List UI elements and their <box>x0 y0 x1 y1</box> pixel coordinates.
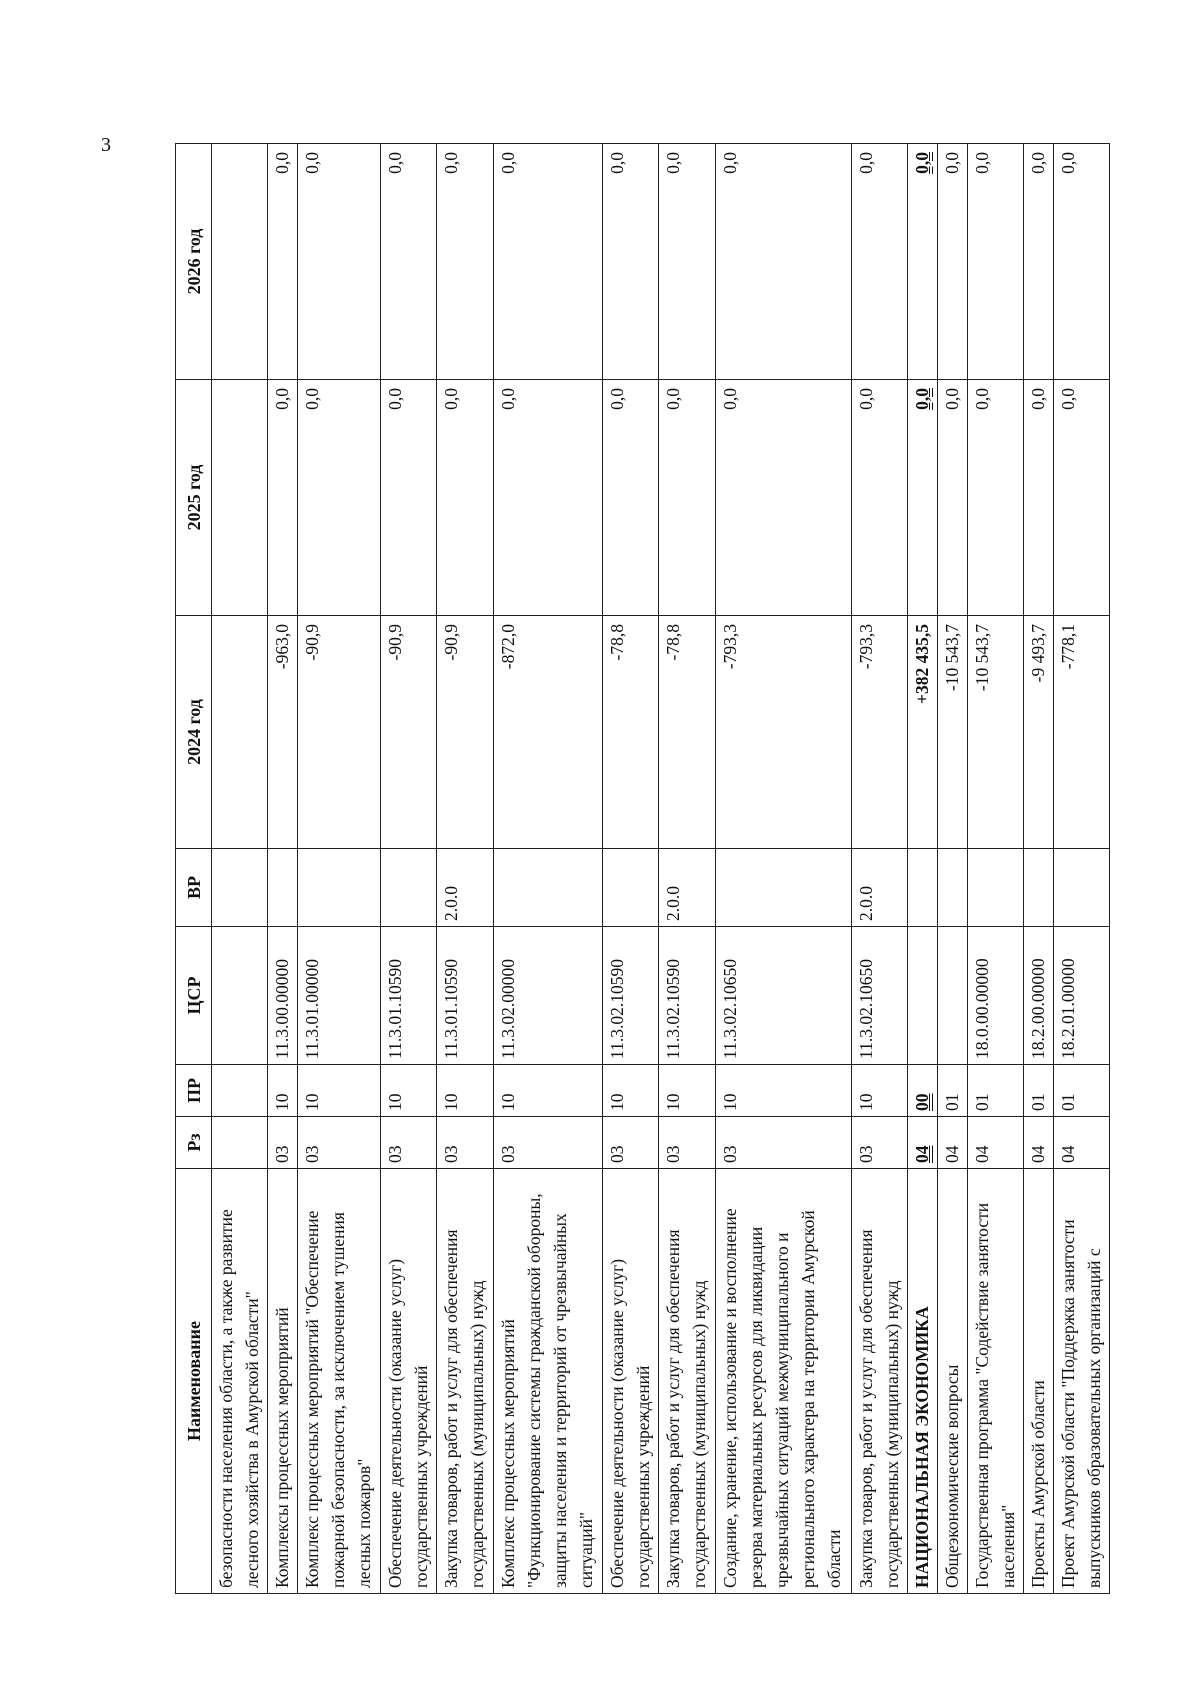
cell-vr <box>715 849 851 927</box>
cell-rz: 03 <box>268 1117 298 1169</box>
cell-csr: 11.3.02.00000 <box>493 927 603 1065</box>
cell-name: Комплексы процессных мероприятий <box>268 1169 298 1594</box>
cell-2024: -10 543,7 <box>937 616 967 849</box>
cell-pr: 10 <box>298 1065 381 1117</box>
cell-name: Государственная программа "Содействие занятости населения" <box>967 1169 1023 1594</box>
table-row <box>851 144 907 1594</box>
cell-name: Обеспечение деятельности (оказание услуг) государственных учреждений <box>380 1169 436 1594</box>
cell-vr <box>603 849 659 927</box>
cell-vr: 2.0.0 <box>659 849 715 927</box>
cell-rz <box>212 1117 268 1169</box>
cell-2024: -963,0 <box>268 616 298 849</box>
header-2024: 2024 год <box>176 616 212 849</box>
cell-2026 <box>212 144 268 380</box>
cell-name: Закупка товаров, работ и услуг для обеспечения государственных (муниципальных) нужд <box>851 1169 907 1594</box>
cell-csr <box>212 927 268 1065</box>
cell-rz: 04 <box>967 1117 1023 1169</box>
cell-name: Обеспечение деятельности (оказание услуг) государственных учреждений <box>603 1169 659 1594</box>
budget-table-rotated <box>175 144 1110 1594</box>
cell-2024 <box>212 616 268 849</box>
cell-2024: +382 435,5 <box>908 616 938 849</box>
cell-pr: 10 <box>715 1065 851 1117</box>
cell-pr: 01 <box>1023 1065 1053 1117</box>
table-row <box>268 144 298 1594</box>
cell-vr <box>298 849 381 927</box>
cell-pr: 10 <box>493 1065 603 1117</box>
cell-pr <box>212 1065 268 1117</box>
page-number: 3 <box>101 134 111 156</box>
cell-vr <box>967 849 1023 927</box>
cell-csr: 18.2.01.00000 <box>1053 927 1109 1065</box>
cell-2024: -793,3 <box>715 616 851 849</box>
cell-vr <box>493 849 603 927</box>
cell-name: Общеэкономические вопросы <box>937 1169 967 1594</box>
cell-name: Закупка товаров, работ и услуг для обеспечения государственных (муниципальных) нужд <box>659 1169 715 1594</box>
cell-csr: 11.3.01.10590 <box>380 927 436 1065</box>
cell-csr: 11.3.01.00000 <box>298 927 381 1065</box>
cell-name: Закупка товаров, работ и услуг для обеспечения государственных (муниципальных) нужд <box>437 1169 493 1594</box>
cell-name: Комплекс процессных мероприятий "Обеспечение пожарной безопасности, за исключением тушения лесных пожаров" <box>298 1169 381 1594</box>
cell-csr: 11.3.02.10650 <box>715 927 851 1065</box>
header-rz: Рз <box>176 1117 212 1169</box>
cell-2024: -90,9 <box>380 616 436 849</box>
cell-2026: 0,0 <box>493 144 603 380</box>
header-2026: 2026 год <box>176 144 212 380</box>
cell-2026: 0,0 <box>1023 144 1053 380</box>
cell-pr: 01 <box>1053 1065 1109 1117</box>
cell-2026: 0,0 <box>967 144 1023 380</box>
header-2025: 2025 год <box>176 380 212 616</box>
cell-2025: 0,0 <box>715 380 851 616</box>
cell-name: Проект Амурской области "Поддержка занятости выпускников образовательных организаций с <box>1053 1169 1109 1594</box>
cell-csr <box>908 927 938 1065</box>
cell-csr <box>937 927 967 1065</box>
cell-csr: 11.3.02.10650 <box>851 927 907 1065</box>
cell-2026: 0,0 <box>603 144 659 380</box>
cell-2025: 0,0 <box>908 380 938 616</box>
cell-rz: 04 <box>1053 1117 1109 1169</box>
cell-vr <box>212 849 268 927</box>
cell-2024: -78,8 <box>659 616 715 849</box>
table-row <box>298 144 381 1594</box>
cell-rz: 03 <box>493 1117 603 1169</box>
cell-vr: 2.0.0 <box>437 849 493 927</box>
table-row <box>937 144 967 1594</box>
cell-csr: 18.0.00.00000 <box>967 927 1023 1065</box>
cell-2026: 0,0 <box>380 144 436 380</box>
cell-vr <box>268 849 298 927</box>
header-pr: ПР <box>176 1065 212 1117</box>
cell-pr: 10 <box>380 1065 436 1117</box>
table-row <box>908 144 938 1594</box>
cell-2026: 0,0 <box>298 144 381 380</box>
cell-2025: 0,0 <box>851 380 907 616</box>
table-row <box>603 144 659 1594</box>
header-csr: ЦСР <box>176 927 212 1065</box>
table-row <box>493 144 603 1594</box>
cell-rz: 04 <box>937 1117 967 1169</box>
table-row <box>437 144 493 1594</box>
cell-rz: 03 <box>437 1117 493 1169</box>
cell-2024: -90,9 <box>298 616 381 849</box>
cell-2025: 0,0 <box>437 380 493 616</box>
cell-2025: 0,0 <box>268 380 298 616</box>
cell-2026: 0,0 <box>715 144 851 380</box>
cell-pr: 00 <box>908 1065 938 1117</box>
cell-2024: -9 493,7 <box>1023 616 1053 849</box>
table-row <box>715 144 851 1594</box>
cell-pr: 10 <box>603 1065 659 1117</box>
cell-2025: 0,0 <box>603 380 659 616</box>
cell-2026: 0,0 <box>268 144 298 380</box>
cell-csr: 11.3.02.10590 <box>659 927 715 1065</box>
cell-2025: 0,0 <box>937 380 967 616</box>
cell-2025: 0,0 <box>1053 380 1109 616</box>
table-row <box>1023 144 1053 1594</box>
cell-vr: 2.0.0 <box>851 849 907 927</box>
cell-2026: 0,0 <box>659 144 715 380</box>
cell-csr: 11.3.01.10590 <box>437 927 493 1065</box>
header-vr: ВР <box>176 849 212 927</box>
cell-2026: 0,0 <box>937 144 967 380</box>
cell-vr <box>1053 849 1109 927</box>
cell-2025 <box>212 380 268 616</box>
cell-pr: 10 <box>659 1065 715 1117</box>
cell-vr <box>908 849 938 927</box>
cell-pr: 10 <box>268 1065 298 1117</box>
cell-rz: 03 <box>380 1117 436 1169</box>
cell-pr: 01 <box>967 1065 1023 1117</box>
cell-rz: 04 <box>908 1117 938 1169</box>
cell-csr: 18.2.00.00000 <box>1023 927 1053 1065</box>
cell-rz: 03 <box>298 1117 381 1169</box>
cell-2025: 0,0 <box>298 380 381 616</box>
budget-table <box>175 143 1110 1594</box>
table-row <box>659 144 715 1594</box>
table-row <box>212 144 268 1594</box>
cell-name: Комплекс процессных мероприятий "Функционирование системы гражданской обороны, защиты населения и территорий от чрезвычайных ситуаций" <box>493 1169 603 1594</box>
cell-pr: 10 <box>851 1065 907 1117</box>
cell-vr <box>937 849 967 927</box>
cell-csr: 11.3.02.10590 <box>603 927 659 1065</box>
cell-2026: 0,0 <box>1053 144 1109 380</box>
cell-2025: 0,0 <box>380 380 436 616</box>
cell-2024: -10 543,7 <box>967 616 1023 849</box>
cell-2026: 0,0 <box>437 144 493 380</box>
table-row <box>1053 144 1109 1594</box>
cell-2026: 0,0 <box>908 144 938 380</box>
cell-2024: -78,8 <box>603 616 659 849</box>
cell-vr <box>380 849 436 927</box>
cell-rz: 04 <box>1023 1117 1053 1169</box>
cell-rz: 03 <box>715 1117 851 1169</box>
cell-rz: 03 <box>659 1117 715 1169</box>
header-name: Наименование <box>176 1169 212 1594</box>
cell-2025: 0,0 <box>1023 380 1053 616</box>
table-header-row <box>176 144 212 1594</box>
cell-2025: 0,0 <box>659 380 715 616</box>
table-row <box>967 144 1023 1594</box>
cell-name: НАЦИОНАЛЬНАЯ ЭКОНОМИКА <box>908 1169 938 1594</box>
table-row <box>380 144 436 1594</box>
cell-csr: 11.3.00.00000 <box>268 927 298 1065</box>
cell-pr: 01 <box>937 1065 967 1117</box>
cell-vr <box>1023 849 1053 927</box>
cell-2024: -793,3 <box>851 616 907 849</box>
cell-name: Проекты Амурской области <box>1023 1169 1053 1594</box>
cell-name: Создание, хранение, использование и восполнение резерва материальных ресурсов для ликвидации чрезвычайных ситуаций межмуниципального и регионального характера на территории Амурской области <box>715 1169 851 1594</box>
cell-2024: -872,0 <box>493 616 603 849</box>
cell-2024: -778,1 <box>1053 616 1109 849</box>
cell-2025: 0,0 <box>493 380 603 616</box>
cell-2026: 0,0 <box>851 144 907 380</box>
cell-rz: 03 <box>851 1117 907 1169</box>
cell-name: безопасности населения области, а также развитие лесного хозяйства в Амурской области" <box>212 1169 268 1594</box>
cell-2025: 0,0 <box>967 380 1023 616</box>
cell-pr: 10 <box>437 1065 493 1117</box>
cell-rz: 03 <box>603 1117 659 1169</box>
cell-2024: -90,9 <box>437 616 493 849</box>
